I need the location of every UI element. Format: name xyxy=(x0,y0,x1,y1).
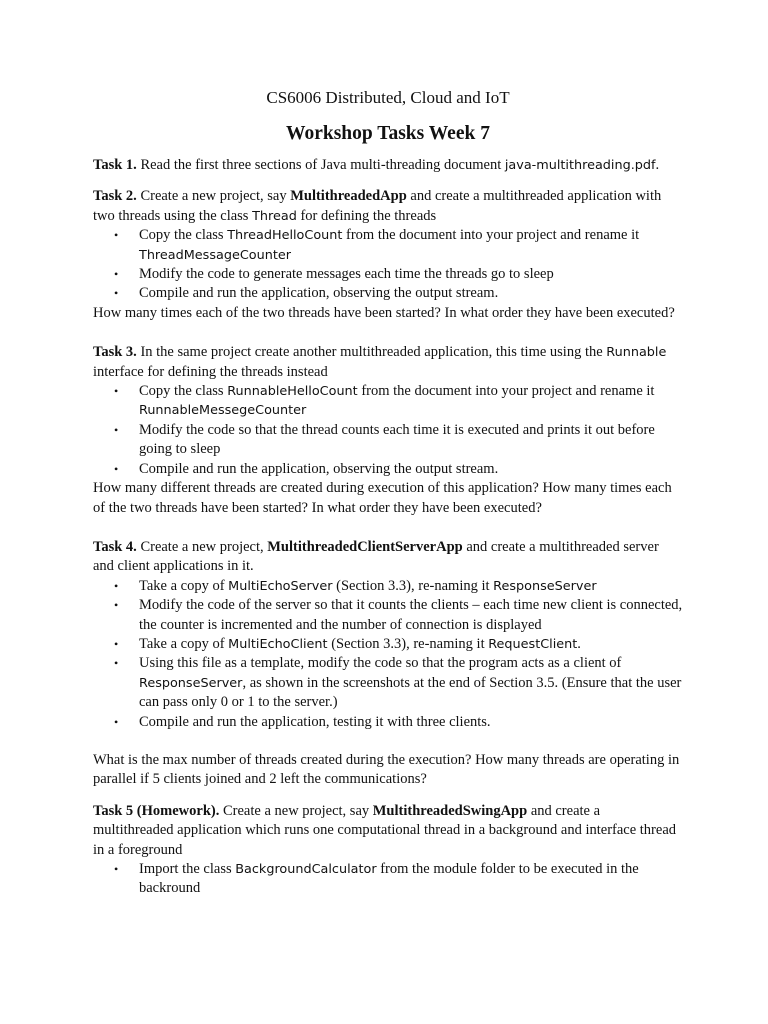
task-2-text-b: and create a multithreaded application with two threads using the class xyxy=(93,188,662,224)
bullet-text: from the document into your project and rename it xyxy=(342,227,640,244)
document-page xyxy=(93,86,683,899)
list-item xyxy=(93,382,683,421)
task-2-question: How many times each of the two threads have been started? In what order they have been executed? xyxy=(93,304,675,321)
list-item xyxy=(93,460,683,479)
list-item xyxy=(93,226,683,265)
task-3 xyxy=(93,343,683,518)
code-text: ResponseServer xyxy=(493,578,597,594)
bullet-text: (Section 3.3), re-naming it xyxy=(332,577,494,594)
bullet-text: . xyxy=(577,635,581,652)
task-2-class-name: Thread xyxy=(252,208,297,224)
task-3-class-name: Runnable xyxy=(606,345,667,361)
task-5-intro xyxy=(93,802,683,860)
list-item xyxy=(93,596,683,635)
bullet-text: Compile and run the application, observing the output stream. xyxy=(139,285,499,302)
bullet-icon: • xyxy=(114,286,119,301)
task-3-bullet-list xyxy=(93,382,683,479)
bullet-icon: • xyxy=(114,267,119,282)
bullet-text: Compile and run the application, observing the output stream. xyxy=(139,460,499,477)
bullet-icon: • xyxy=(114,228,119,243)
bullet-icon: • xyxy=(114,656,119,671)
task-5-project-name: MultithreadedSwingApp xyxy=(372,802,528,819)
task-4-question: What is the max number of threads created during the execution? How many threads are operating in parallel if 5 clients joined and 2 left the communications? xyxy=(93,751,680,788)
bullet-text: Compile and run the application, testing it with three clients. xyxy=(139,713,491,730)
bullet-icon: • xyxy=(114,422,119,437)
list-item xyxy=(93,265,683,284)
bullet-text: Import the class xyxy=(139,861,236,877)
task-2-bullet-list xyxy=(93,226,683,304)
bullet-text: (Section 3.3), re-naming it xyxy=(327,635,489,652)
code-text: ThreadMessageCounter xyxy=(139,247,291,263)
bullet-text: Copy the class xyxy=(139,227,228,244)
task-5 xyxy=(93,802,683,899)
task-4-label: Task 4. xyxy=(93,538,137,555)
task-4-bullet-list xyxy=(93,577,683,732)
bullet-icon: • xyxy=(114,578,119,593)
task-2-label: Task 2. xyxy=(93,188,137,205)
code-text: RunnableHelloCount xyxy=(227,384,358,400)
bullet-icon: • xyxy=(114,862,119,876)
code-text: BackgroundCalculator xyxy=(235,862,377,877)
task-1-filename: java-multithreading.pdf xyxy=(504,158,656,173)
task-1-text: Read the first three sections of Java multi-threading document xyxy=(136,157,505,173)
bullet-icon: • xyxy=(114,714,119,729)
task-3-label: Task 3. xyxy=(93,344,137,361)
task-4-project-name: MultithreadedClientServerApp xyxy=(267,538,463,555)
bullet-text: from the module folder to be executed in the backround xyxy=(139,861,639,897)
task-5-label: Task 5 (Homework). xyxy=(93,802,220,819)
list-item xyxy=(93,654,683,712)
task-3-question: How many different threads are created during execution of this application? How many times each of the two threads have been started? In what order they have been executed? xyxy=(93,480,672,516)
bullet-text: Take a copy of xyxy=(139,635,229,652)
bullet-text: Modify the code to generate messages each time the threads go to sleep xyxy=(139,266,554,283)
task-1-text-end: . xyxy=(655,157,660,173)
bullet-text: Copy the class xyxy=(139,383,228,400)
page-title: Workshop Tasks Week 7 xyxy=(286,123,490,144)
task-4-text: Create a new project, xyxy=(136,538,268,555)
task-3-text: In the same project create another multithreaded application, this time using the xyxy=(136,344,607,361)
bullet-icon: • xyxy=(114,636,119,651)
bullet-text: Modify the code of the server so that it counts the clients – each time new client is connected, the counter is incremented and the number of connection is displayed xyxy=(139,597,683,633)
task-2-text-c: for defining the threads xyxy=(296,207,437,224)
course-heading: CS6006 Distributed, Cloud and IoT xyxy=(266,88,510,107)
task-2-intro xyxy=(93,187,683,226)
task-1-label: Task 1. xyxy=(93,157,137,173)
code-text: RequestClient xyxy=(488,636,578,652)
task-5-text: Create a new project, say xyxy=(219,802,373,819)
bullet-text: Modify the code so that the thread counts each time it is executed and prints it out before going to sleep xyxy=(139,421,655,458)
bullet-icon: • xyxy=(114,598,119,613)
task-4-text-b: and create a multithreaded server and client applications in it. xyxy=(93,538,659,575)
code-text: MultiEchoServer xyxy=(228,578,333,594)
task-5-text-b: and create a multithreaded application which runs one computational thread in a background and interface thread in a foreground xyxy=(93,802,677,858)
task-1 xyxy=(93,156,683,175)
task-4-intro xyxy=(93,538,683,577)
code-text: MultiEchoClient xyxy=(228,636,328,652)
task-2-project-name: MultithreadedApp xyxy=(290,188,407,205)
task-5-bullet-list xyxy=(93,860,683,899)
bullet-text: from the document into your project and rename it xyxy=(357,383,655,400)
list-item xyxy=(93,713,683,732)
bullet-text: Using this file as a template, modify the code so that the program acts as a client of xyxy=(139,655,622,672)
code-text: ThreadHelloCount xyxy=(227,228,343,244)
task-3-intro xyxy=(93,343,683,382)
bullet-icon: • xyxy=(114,461,119,476)
spacer xyxy=(93,732,683,751)
list-item xyxy=(93,577,683,596)
list-item xyxy=(93,284,683,303)
list-item xyxy=(93,860,683,899)
task-3-text-b: interface for defining the threads instead xyxy=(93,363,328,380)
list-item xyxy=(93,421,683,460)
code-text: RunnableMessegeCounter xyxy=(139,403,307,419)
task-2-text: Create a new project, say xyxy=(136,188,291,205)
task-4 xyxy=(93,538,683,790)
code-text: ResponseServer xyxy=(139,675,243,691)
task-2 xyxy=(93,187,683,323)
bullet-icon: • xyxy=(114,384,119,399)
bullet-text: Take a copy of xyxy=(139,577,229,594)
bullet-text: , as shown in the screenshots at the end of Section 3.5. (Ensure that the user can pass only 0 or 1 to the server.) xyxy=(139,674,682,711)
list-item xyxy=(93,635,683,654)
